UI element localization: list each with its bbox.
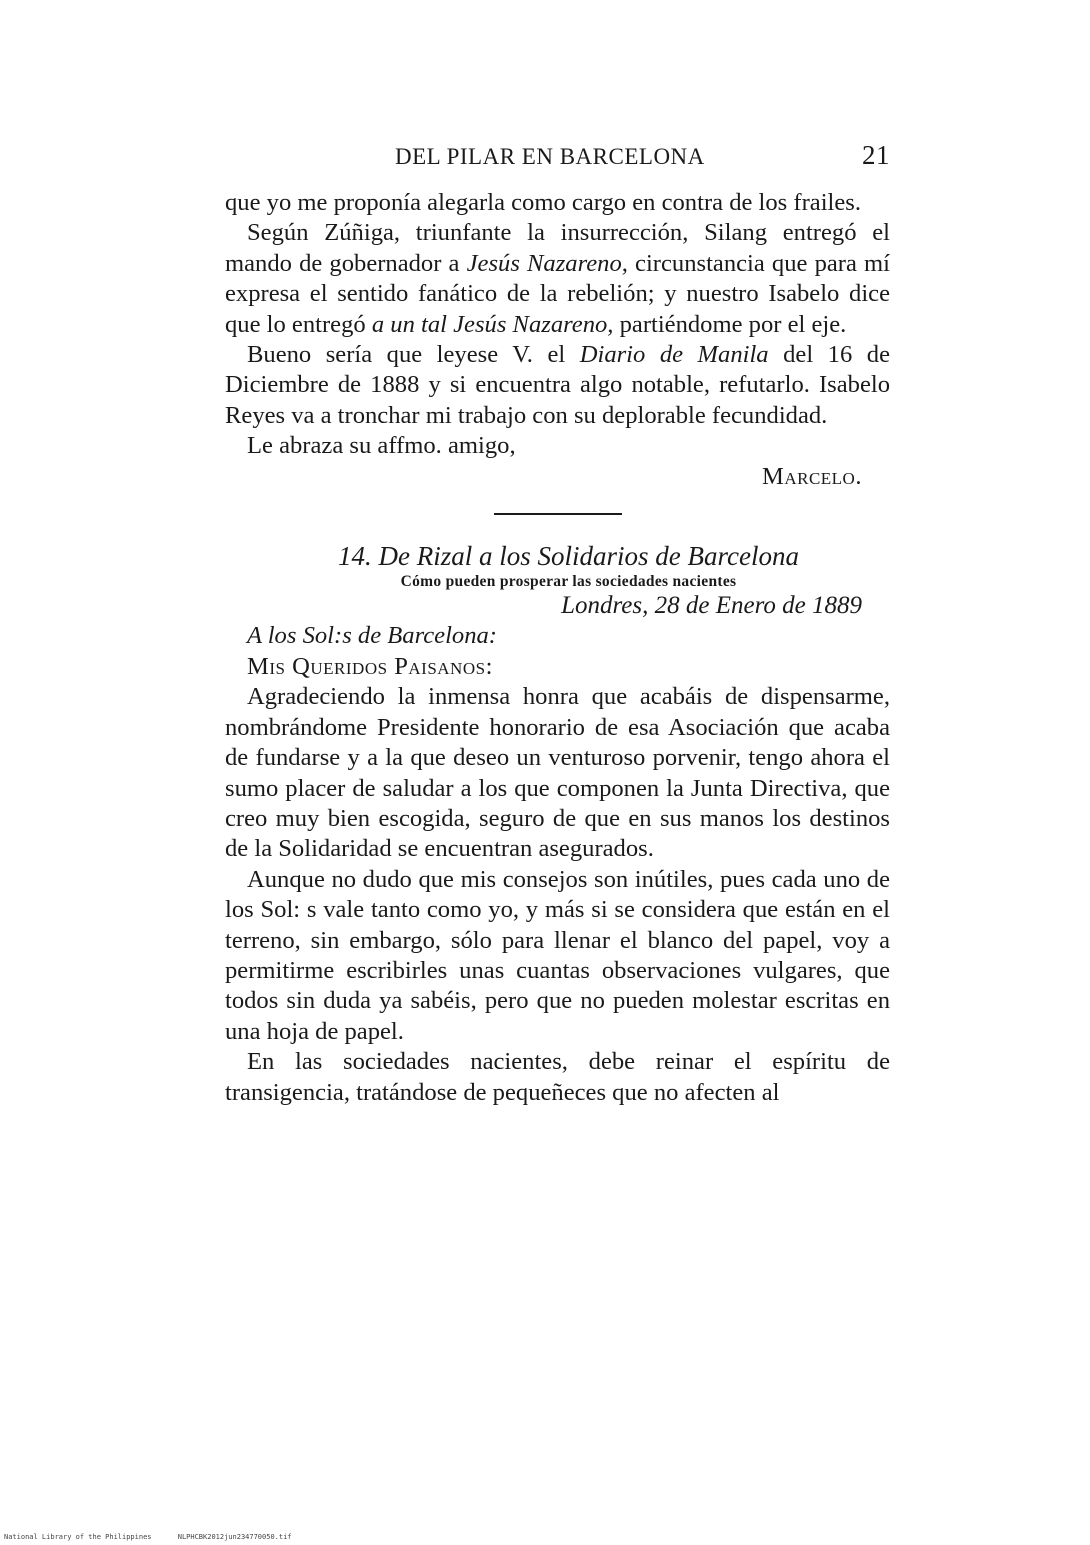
paragraph-text: Según Zúñiga, triunfante la insurrección, Silang entregó el mando de gobernador a <box>225 219 890 277</box>
file-id: NLPHCBK2012jun234770050.tif <box>177 1533 292 1541</box>
paragraph <box>225 340 890 431</box>
paragraph: Agradeciendo la inmensa honra que acabáis de dispensarme, nombrándome Presidente honorario de esa Asociación que acaba de fundarse y a la que deseo un venturoso porvenir, tengo ahora el sumo placer de saludar a los que componen la Junta Directiva, que creo muy bien escogida, seguro de que en sus manos los destinos de la Solidaridad se encuentran asegurados. <box>225 683 890 863</box>
address-line: A los Sol:s de Barcelona: <box>247 622 497 650</box>
dateline: Londres, 28 de Enero de 1889 <box>561 592 862 620</box>
salutation: Mis Queridos Paisanos: <box>247 652 493 680</box>
letter-subtitle: Cómo pueden prosperar las sociedades nacientes <box>400 573 737 591</box>
paragraph <box>225 188 890 218</box>
paragraph-text: del 16 de Diciembre de 1888 y si encuentra algo notable, refutarlo. Isabelo Reyes va a tronchar mi trabajo con su deplorable fecundidad. <box>225 341 890 429</box>
italic-phrase: Diario de Manila <box>579 341 769 369</box>
scan-footer-stamp <box>4 1533 314 1541</box>
paragraph-text: Bueno sería que leyese V. el <box>247 341 580 369</box>
library-name: National Library of the Philippines <box>4 1533 152 1541</box>
italic-phrase: Jesús Nazareno, <box>466 249 628 277</box>
running-title: DEL PILAR EN BARCELONA <box>395 144 705 169</box>
italic-phrase: a un tal Jesús Nazareno, <box>371 310 614 338</box>
paragraph <box>225 218 890 340</box>
letter-title: 14. De Rizal a los Solidarios de Barcelona <box>338 541 799 572</box>
body-text <box>225 188 890 1108</box>
paragraph-text: circunstancia que para mí expresa el sentido fanático de la rebelión; y nuestro Isabelo dice que lo entregó <box>225 249 890 338</box>
paragraph: Aunque no dudo que mis consejos son inútiles, pues cada uno de los Sol: s vale tanto como yo, y más si se considera que están en el terreno, sin embargo, sólo para llenar el blanco del papel, voy a permitirme escribirles unas cuantas observaciones vulgares, que todos sin duda ya sabéis, pero que no pueden molestar escritas en una hoja de papel. <box>225 865 890 1045</box>
section-divider <box>494 513 622 515</box>
paragraph-text: partiéndome por el eje. <box>613 310 847 338</box>
running-head <box>225 140 890 172</box>
page-number: 21 <box>862 140 890 170</box>
signature: Marcelo. <box>761 462 862 490</box>
paragraph-text: que yo me proponía alegarla como cargo en contra de los frailes. <box>225 189 862 216</box>
paragraph: En las sociedades nacientes, debe reinar el espíritu de transigencia, tratándose de pequeñeces que no afecten al <box>225 1048 890 1106</box>
closing-line: Le abraza su affmo. amigo, <box>247 432 516 460</box>
